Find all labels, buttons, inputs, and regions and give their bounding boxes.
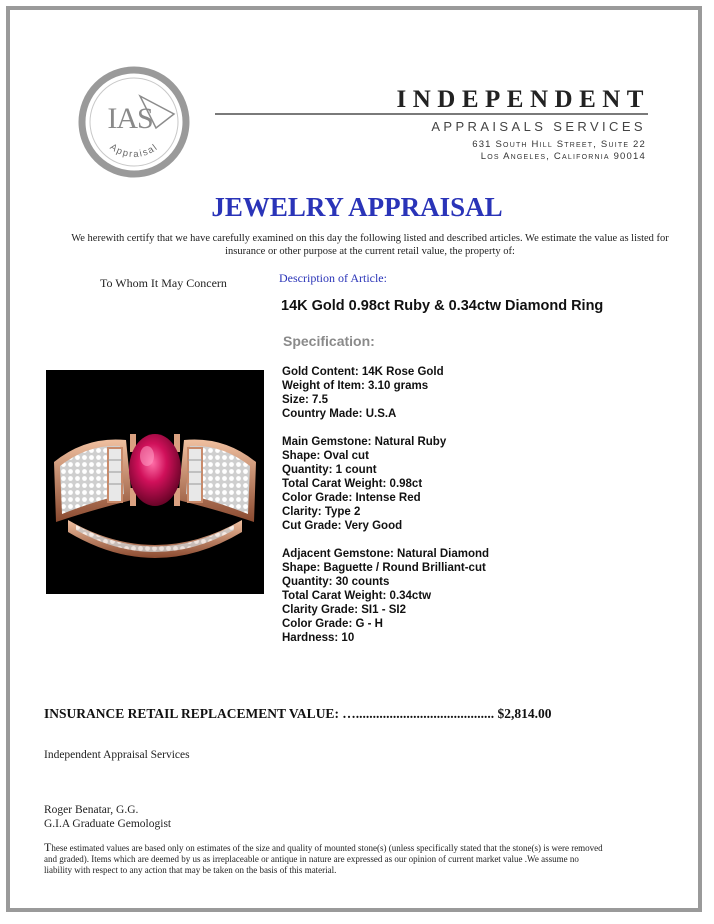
signer-name: Roger Benatar, G.G. xyxy=(44,804,139,816)
insurance-value: INSURANCE RETAIL REPLACEMENT VALUE: …......................................... $2,814.00 xyxy=(44,706,552,721)
spec-line: Quantity: 30 counts xyxy=(282,576,390,588)
spec-group-main-gemstone xyxy=(282,435,642,533)
spec-line: Quantity: 1 count xyxy=(282,464,377,476)
ring-photo xyxy=(46,370,264,594)
document-title: JEWELRY APPRAISAL xyxy=(211,192,503,222)
brand-address xyxy=(400,139,646,163)
spec-line: Adjacent Gemstone: Natural Diamond xyxy=(282,548,490,560)
address-line-1: 631 South Hill Street, Suite 22 xyxy=(472,139,646,150)
logo-monogram: IAS xyxy=(107,102,153,135)
spec-line: Size: 7.5 xyxy=(282,394,329,406)
signer-title: G.I.A Graduate Gemologist xyxy=(44,818,172,830)
description-label: Description of Article: xyxy=(279,271,387,285)
address-line-2: Los Angeles, California 90014 xyxy=(480,151,646,162)
spec-line: Color Grade: Intense Red xyxy=(282,492,421,504)
ias-logo xyxy=(78,66,190,178)
spec-line: Total Carat Weight: 0.98ct xyxy=(282,478,423,490)
spec-line: Total Carat Weight: 0.34ctw xyxy=(282,590,432,602)
certification-intro: We herewith certify that we have carefully examined on this day the following listed and described articles. We estimate the value as listed for insurance or other purpose at the current retail value, the property of: xyxy=(71,233,669,257)
disclaimer xyxy=(44,842,604,876)
item-title: 14K Gold 0.98ct Ruby & 0.34ctw Diamond Ring xyxy=(281,298,604,314)
spec-line: Clarity Grade: SI1 - SI2 xyxy=(282,604,406,616)
spec-line: Hardness: 10 xyxy=(282,632,355,644)
spec-line: Country Made: U.S.A xyxy=(282,408,397,420)
logo-arc-text: Appraisal xyxy=(107,141,161,161)
spec-line: Main Gemstone: Natural Ruby xyxy=(282,436,447,448)
brand-name: INDEPENDENT xyxy=(396,86,650,113)
recipient: To Whom It May Concern xyxy=(100,276,227,290)
signer-block xyxy=(44,803,171,831)
spec-group-gold xyxy=(282,365,642,421)
disclaimer-text: hese estimated values are based only on estimates of the size and quality of mounted stone(s) (unless specifically stated that the stone(s) is were removed and graded). Items which are deemed by us as irreplaceable or antique in nature are expressed as our opinion of current market value .We assume no liability with respect to any action that may be taken on the basis of this material. xyxy=(44,843,603,875)
spec-group-adjacent-gemstone xyxy=(282,547,642,645)
brand-subtitle: APPRAISALS SERVICES xyxy=(431,119,646,134)
spec-line: Weight of Item: 3.10 grams xyxy=(282,380,429,392)
spec-line: Shape: Baguette / Round Brilliant-cut xyxy=(282,562,486,574)
left-baguettes xyxy=(108,448,122,502)
spec-line: Shape: Oval cut xyxy=(282,450,369,462)
header-rule xyxy=(215,113,648,115)
signer-organization: Independent Appraisal Services xyxy=(44,749,190,761)
specifications xyxy=(282,365,642,659)
right-baguettes xyxy=(188,448,202,502)
spec-line: Gold Content: 14K Rose Gold xyxy=(282,366,444,378)
ruby-stone xyxy=(129,434,181,506)
spec-line: Cut Grade: Very Good xyxy=(282,520,403,532)
disclaimer-initial: T xyxy=(44,840,52,854)
spec-line: Clarity: Type 2 xyxy=(282,506,361,518)
specification-label: Specification: xyxy=(283,333,375,349)
spec-line: Color Grade: G - H xyxy=(282,618,383,630)
